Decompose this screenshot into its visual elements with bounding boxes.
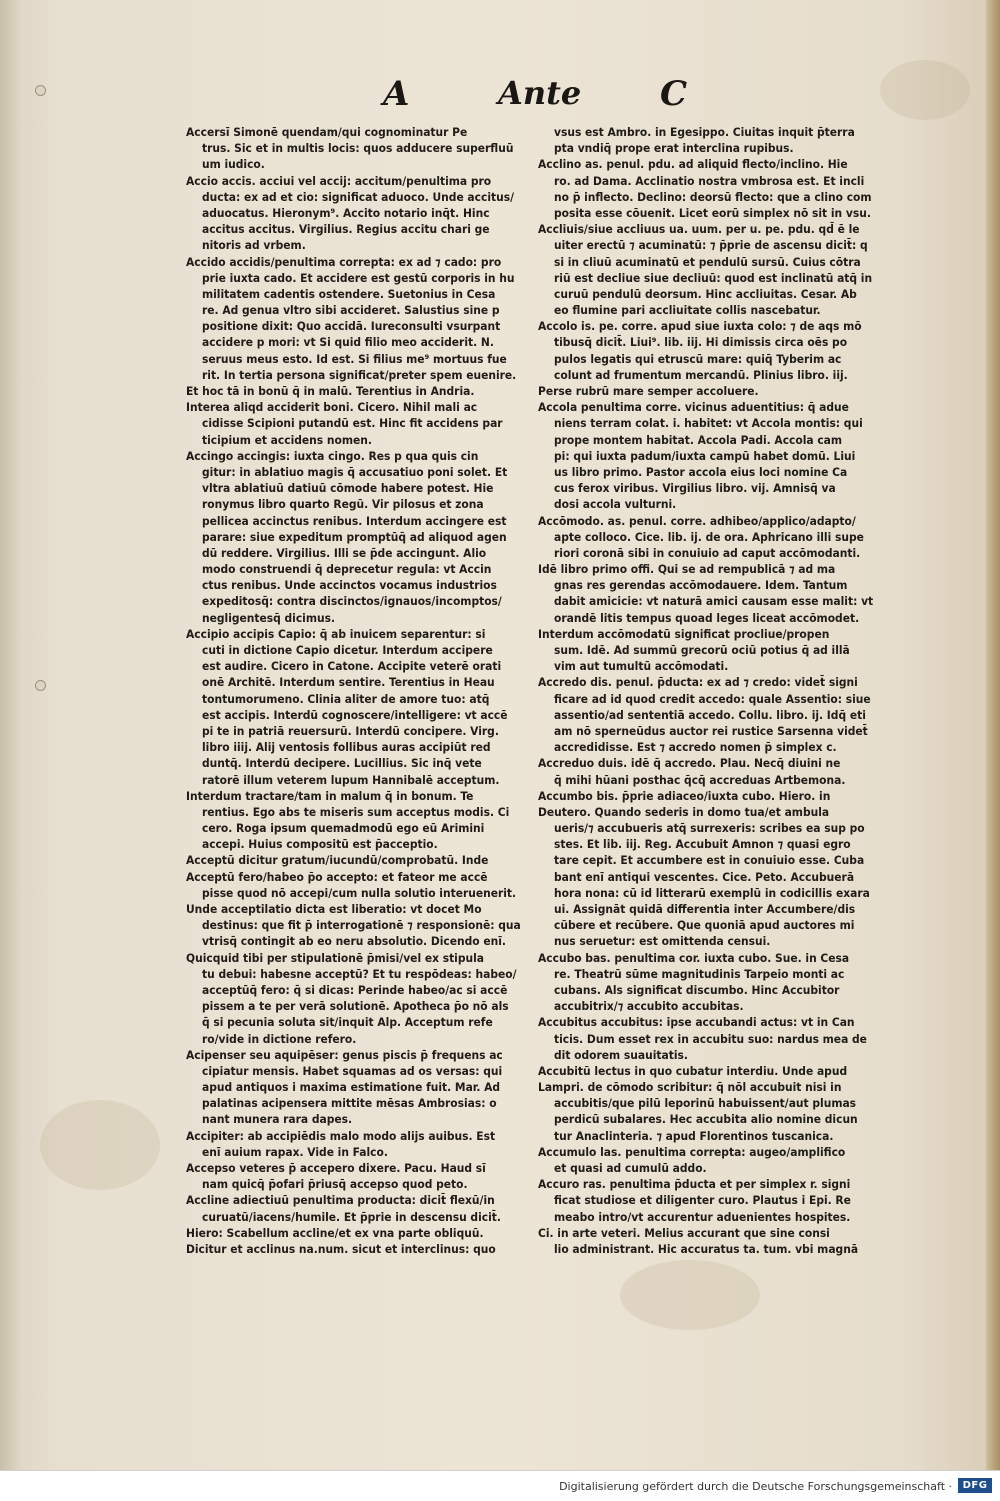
text-line: ronymus libro quarto Regū. Vir pilosus et zona: [202, 497, 484, 512]
text-line: vim aut tumultū accōmodati.: [554, 659, 729, 674]
text-line: Quicquid tibi per stipulationē p̄misi/vel ex stipula: [186, 950, 485, 965]
funding-notice: Digitalisierung gefördert durch die Deutsche Forschungsgemeinschaft ·: [559, 1480, 952, 1493]
text-line: apud antiquos i maxima estimatione fuit. Mar. Ad: [202, 1080, 501, 1095]
text-line: vsus est Ambro. in Egesippo. Ciuitas inquit p̄terra: [554, 125, 855, 139]
text-line: perdicū subalares. Hec accubita alio nomine dicun: [554, 1112, 858, 1127]
footer-bar: [0, 1470, 1000, 1501]
text-line: dū reddere. Virgilius. Illi se p̄de accingunt. Alio: [202, 545, 487, 560]
text-line: hora nona: cū id litterarū exemplū in codicillis exara: [554, 885, 870, 900]
text-line: Accio accis. acciui vel accij: accitum/penultima pro: [186, 173, 492, 188]
text-line: curuatū/iacens/humile. Et p̄prie in descensu dicit̄.: [202, 1209, 501, 1224]
text-line: us libro primo. Pastor accola eius loci nomine Ca: [554, 464, 848, 479]
text-line: rit. In tertia persona significat/preter spem euenire.: [202, 367, 517, 382]
text-line: orandē litis tempus quoad leges liceat accōmodet.: [554, 610, 860, 625]
text-line: Hiero: Scabellum accline/et ex vna parte obliquū.: [186, 1225, 484, 1240]
text-line: cipiatur mensis. Habet squamas ad os versas: qui: [202, 1063, 503, 1078]
text-line: apte colloco. Cice. lib. ij. de ora. Aphricano illi supe: [554, 529, 864, 544]
text-line: seruus meus esto. Id est. Si filius me⁹ mortuus fue: [202, 351, 507, 366]
text-line: q̄ si pecunia soluta sit/inquit Alp. Acceptum refe: [202, 1015, 493, 1030]
text-line: cero. Roga ipsum quemadmodū ego eū Arimini: [202, 821, 485, 836]
text-line: duntq̄. Interdū decipere. Lucillius. Sic inq̄ vete: [202, 756, 482, 771]
text-line: Acceptū dicitur gratum/iucundū/comprobatū. Inde: [186, 853, 489, 868]
text-line: palatinas acipensera mittite mēsas Ambrosias: o: [202, 1096, 497, 1111]
text-line: Accersī Simonē quendam/qui cognominatur Pe: [186, 125, 468, 139]
text-line: libro iiij. Alij ventosis follibus auras accipiūt red: [202, 740, 491, 755]
text-line: lio administrant. Hic accuratus ta. tum. vbi magnā: [554, 1241, 859, 1256]
running-head: [0, 74, 1000, 124]
text-line: cidisse Scipioni putandū est. Hinc fit accidens par: [202, 416, 503, 431]
text-line: nitoris ad vrbem.: [202, 238, 306, 253]
text-line: Interdum tractare/tam in malum q̄ in bonum. Te: [186, 788, 474, 803]
text-line: gitur: in ablatiuo magis q̄ accusatiuo poni solet. Et: [202, 464, 508, 479]
text-line: pissem a te per verā solutionē. Apotheca p̄o nō als: [202, 999, 509, 1014]
text-line: dit odorem suauitatis.: [554, 1047, 688, 1062]
text-line: curuū pendulū deorsum. Hinc accliuitas. Cesar. Ab: [554, 286, 857, 301]
text-line: acceptūq̄ fero: q̄ si dicas: Perinde habeo/ac si accē: [202, 982, 508, 997]
text-line: cubans. Als significat discumbo. Hinc Accubitor: [554, 982, 840, 997]
text-line: vltra ablatiuū datiuū cōmode habere potest. Hie: [202, 481, 494, 496]
text-line: pisse quod nō accepi/cum nulla solutio interuenerit.: [202, 885, 517, 900]
text-line: meabo intro/vt accurentur aduenientes hospites.: [554, 1209, 851, 1224]
running-head-right: C: [660, 74, 688, 114]
text-line: onē Architē. Interdum sentire. Terentius in Heau: [202, 675, 495, 690]
text-line: posita esse cōuenit. Licet eorū simplex nō sit in vsu.: [554, 205, 871, 220]
text-line: dosi accola vulturni.: [554, 497, 677, 512]
text-line: enī auium rapax. Vide in Falco.: [202, 1144, 388, 1159]
text-line: ro/vide in dictione refero.: [202, 1031, 357, 1046]
text-line: nam quicq̄ p̄ofari p̄riusq̄ accepso quod peto.: [202, 1177, 468, 1192]
text-line: tibusq̄ dicit̄. Liui⁹. lib. iij. Hi dimissis circa oēs po: [554, 335, 848, 350]
text-line: Acceptū fero/habeo p̄o accepto: et fateor me accē: [186, 869, 488, 884]
text-line: accitus accitus. Virgilius. Regius accitu chari ge: [202, 222, 490, 237]
text-line: eo flumine pari accliuitate collis nascebatur.: [554, 303, 821, 318]
paper-stain: [40, 1100, 160, 1190]
text-line: riori coronā sibi in conuiuio ad caput accōmodanti.: [554, 545, 861, 560]
text-line: q̄ mihi hūani posthac q̄cq̄ accreduas Artbemona.: [554, 772, 846, 787]
text-line: no p̄ inflecto. Declino: deorsū flecto: que a clino com: [554, 189, 872, 204]
text-line: tontumorumeno. Clinia aliter de amore tuo: atq̄: [202, 691, 490, 706]
text-line: rentius. Ego abs te miseris sum acceptus modis. Ci: [202, 804, 510, 819]
text-line: pulos legatis qui etruscū mare: quiq̄ Tyberim ac: [554, 351, 842, 366]
text-line: stes. Et lib. iij. Reg. Accubuit Amnon ⁊ quasi egro: [554, 837, 851, 852]
text-line: assentio/ad sententiā accedo. Collu. libro. ij. Idq̄ eti: [554, 707, 866, 722]
text-line: modo construendi q̄ deprecetur regula: vt Accin: [202, 562, 492, 577]
text-line: destinus: que fit p̄ interrogationē ⁊ responsionē: qua: [202, 918, 521, 933]
text-line: pi te in patriā reuersurū. Interdū concipere. Virg.: [202, 723, 499, 738]
text-line: nant munera rara dapes.: [202, 1112, 353, 1127]
text-line: parare: siue expeditum promptūq̄ ad aliquod agen: [202, 529, 507, 544]
text-line: ficat studiose et diligenter curo. Plautus i Epi. Re: [554, 1193, 851, 1208]
text-line: Dicitur et acclinus na.num. sicut et interclinus: quo: [186, 1241, 496, 1256]
text-line: Accubitus accubitus: ipse accubandi actus: vt in Can: [538, 1015, 855, 1030]
text-line: sum. Idē. Ad summū grecorū ociū potius q̄ ad illā: [554, 643, 850, 657]
text-line: ctus renibus. Unde accinctos vocamus industrios: [202, 578, 497, 593]
text-line: tur Anaclinteria. ⁊ apud Florentinos tuscanica.: [554, 1128, 834, 1143]
text-line: Accipiter: ab accipiēdis malo modo alijs auibus. Est: [186, 1128, 496, 1143]
text-line: si in cliuū acuminatū et pendulū sursū. Cuius cōtra: [554, 254, 861, 269]
text-line: accepi. Huius compositū est p̄acceptio.: [202, 837, 438, 852]
text-line: Accolo is. pe. corre. apud siue iuxta colo: ⁊ de aqs mō: [538, 319, 862, 334]
text-line: nus seruetur: est omittenda censui.: [554, 934, 771, 949]
text-line: accubitrix/⁊ accubito accubitas.: [554, 999, 744, 1014]
text-line: Interea aliqd acciderit boni. Cicero. Nihil mali ac: [186, 400, 478, 415]
text-line: trus. Sic et in multis locis: quos adducere superfluū: [202, 141, 514, 156]
text-line: cus ferox viribus. Virgilius libro. vij. Amnisq̄ va: [554, 481, 836, 496]
text-line: negligentesq̄ dicimus.: [202, 610, 336, 625]
text-line: prope montem habitat. Accola Padi. Accola cam: [554, 432, 843, 447]
text-line: Accreduo duis. idē q̄ accredo. Plau. Necq̄ diuini ne: [538, 756, 841, 771]
text-line: Accumulo las. penultima correpta: augeo/amplifico: [538, 1144, 846, 1159]
text-line: est accipis. Interdū cognoscere/intelligere: vt accē: [202, 707, 508, 722]
text-line: accredidisse. Est ⁊ accredo nomen p̄ simplex c.: [554, 740, 837, 755]
text-column-right: [538, 124, 893, 1257]
text-line: ficare ad id quod credit accedo: quale Assentio: siue: [554, 691, 871, 706]
text-line: pellicea accinctus renibus. Interdum accingere est: [202, 513, 507, 528]
text-line: ticis. Dum esset rex in accubitu suo: nardus mea de: [554, 1031, 867, 1046]
paper-stain: [620, 1260, 760, 1330]
text-line: prie iuxta cado. Et accidere est gestū corporis in hu: [202, 270, 515, 285]
text-line: am nō sperneūdus auctor rei rustice Sarsenna videt̄: [554, 723, 868, 738]
text-line: Accubo bas. penultima cor. iuxta cubo. Sue. in Cesa: [538, 950, 850, 965]
dfg-logo: DFG: [958, 1478, 992, 1493]
text-line: vtrisq̄ contingit ab eo neru absolutio. Dicendo enī.: [202, 934, 506, 949]
text-line: Accline adiectiuū penultima producta: dicit̄ flexū/in: [186, 1193, 495, 1208]
text-line: Unde acceptilatio dicta est liberatio: vt docet Mo: [186, 902, 482, 916]
text-line: pta vndiq̄ prope erat interclina rupibus.: [554, 141, 794, 156]
text-line: aduocatus. Hieronym⁹. Accito notario inq̄t. Hinc: [202, 205, 490, 220]
text-line: ducta: ex ad et cio: significat aduoco. Unde accitus/: [202, 189, 514, 204]
text-line: Acipenser seu aquipēser: genus piscis p̄ frequens ac: [186, 1047, 503, 1062]
text-line: ueris/⁊ accubueris atq̄ surrexeris: scribes ea sup po: [554, 821, 865, 836]
binding-hole: [35, 680, 46, 691]
text-line: cuti in dictione Capio dicetur. Interdum accipere: [202, 643, 493, 657]
running-head-center: Ante: [498, 74, 582, 112]
text-line: Accido accidis/penultima correpta: ex ad ⁊ cado: pro: [186, 254, 502, 269]
text-line: ticipium et accidens nomen.: [202, 432, 372, 447]
text-line: dabit amicicie: vt naturā amici causam esse malit: vt: [554, 594, 874, 609]
text-line: um iudico.: [202, 157, 265, 172]
text-line: militatem cadentis ostendere. Suetonius in Cesa: [202, 286, 496, 301]
text-line: colunt ad frumentum mercandū. Plinius libro. iij.: [554, 367, 848, 382]
text-line: est audire. Cicero in Catone. Accipite veterē orati: [202, 659, 502, 674]
text-line: riū est decliue siue decliuū: quod est inclinatū atq̄ in: [554, 270, 873, 285]
text-line: ui. Assignāt quidā differentia inter Accumbere/dis: [554, 902, 856, 916]
text-line: Idē libro primo offi. Qui se ad rempublicā ⁊ ad ma: [538, 562, 836, 577]
text-line: ratorē illum veterem lupum Hannibalē acceptum.: [202, 772, 500, 787]
text-line: cūbere et recūbere. Que quoniā apud auctores mi: [554, 918, 855, 933]
page-edge: [0, 0, 22, 1470]
text-line: uiter erectū ⁊ acuminatū: ⁊ p̄prie de ascensu dicit̄: q: [554, 238, 868, 253]
text-line: Perse rubrū mare semper accoluere.: [538, 384, 759, 398]
text-line: Accingo accingis: iuxta cingo. Res p qua quis cin: [186, 448, 479, 463]
text-line: ro. ad Dama. Acclinatio nostra vmbrosa est. Et incli: [554, 173, 865, 188]
text-line: niens terram colat. i. habitet: vt Accola montis: qui: [554, 416, 863, 431]
text-line: accidere p mori: vt Si quid filio meo acciderit. N.: [202, 335, 494, 350]
text-line: Ci. in arte veteri. Melius accurant que sine consi: [538, 1225, 830, 1240]
text-line: accubitis/que pilū leporinū habuissent/aut plumas: [554, 1096, 857, 1111]
text-line: Accōmodo. as. penul. corre. adhibeo/applico/adapto/: [538, 513, 856, 528]
text-line: Accuro ras. penultima p̄ducta et per simplex r. signi: [538, 1177, 851, 1192]
text-line: Acclino as. penul. pdu. ad aliquid flecto/inclino. Hie: [538, 157, 848, 172]
text-line: et quasi ad cumulū addo.: [554, 1161, 707, 1175]
text-line: gnas res gerendas accōmodauere. Idem. Tantum: [554, 578, 848, 593]
text-line: Accepso veteres p̄ accepero dixere. Pacu. Haud sī: [186, 1161, 486, 1175]
text-line: Deutero. Quando sederis in domo tua/et ambula: [538, 804, 830, 819]
text-line: Accola penultima corre. vicinus aduentitius: q̄ adue: [538, 400, 849, 415]
text-line: re. Ad genua vltro sibi accideret. Salustius sine p: [202, 303, 500, 318]
text-line: Lampri. de cōmodo scribitur: q̄ nōl accubuit nisi in: [538, 1080, 842, 1095]
text-line: re. Theatrū sūme magnitudinis Tarpeio monti ac: [554, 966, 845, 981]
text-line: expeditosq̄: contra discinctos/ignauos/incomptos/: [202, 594, 502, 609]
text-line: Accubitū lectus in quo cubatur interdiu. Unde apud: [538, 1063, 848, 1078]
text-line: positione dixit: Quo accidā. Iureconsulti vsurpant: [202, 319, 501, 334]
running-head-left: A: [383, 74, 410, 114]
text-line: Interdum accōmodatū significat procliue/propen: [538, 626, 830, 641]
text-line: Accipio accipis Capio: q̄ ab inuicem separentur: si: [186, 626, 486, 641]
text-line: Accliuis/siue accliuus ua. uum. per u. pe. pdu. qd̄ ē le: [538, 222, 860, 237]
text-line: pi: qui iuxta padum/iuxta campū habet domū. Liui: [554, 448, 856, 463]
text-line: tu debui: habesne acceptū? Et tu respōdeas: habeo/: [202, 966, 517, 981]
text-column-left: [186, 124, 536, 1257]
text-line: bant enī antiqui vescentes. Cice. Peto. Accubuerā: [554, 869, 855, 884]
text-line: tare cepit. Et accumbere est in conuiuio esse. Cuba: [554, 853, 865, 868]
text-line: Accredo dis. penul. p̄ducta: ex ad ⁊ credo: videt̄ signi: [538, 675, 858, 690]
text-line: Accumbo bis. p̄prie adiaceo/iuxta cubo. Hiero. in: [538, 788, 831, 803]
text-line: Et hoc tā in bonū q̄ in malū. Terentius in Andria.: [186, 384, 475, 398]
book-spine: [986, 0, 1000, 1470]
